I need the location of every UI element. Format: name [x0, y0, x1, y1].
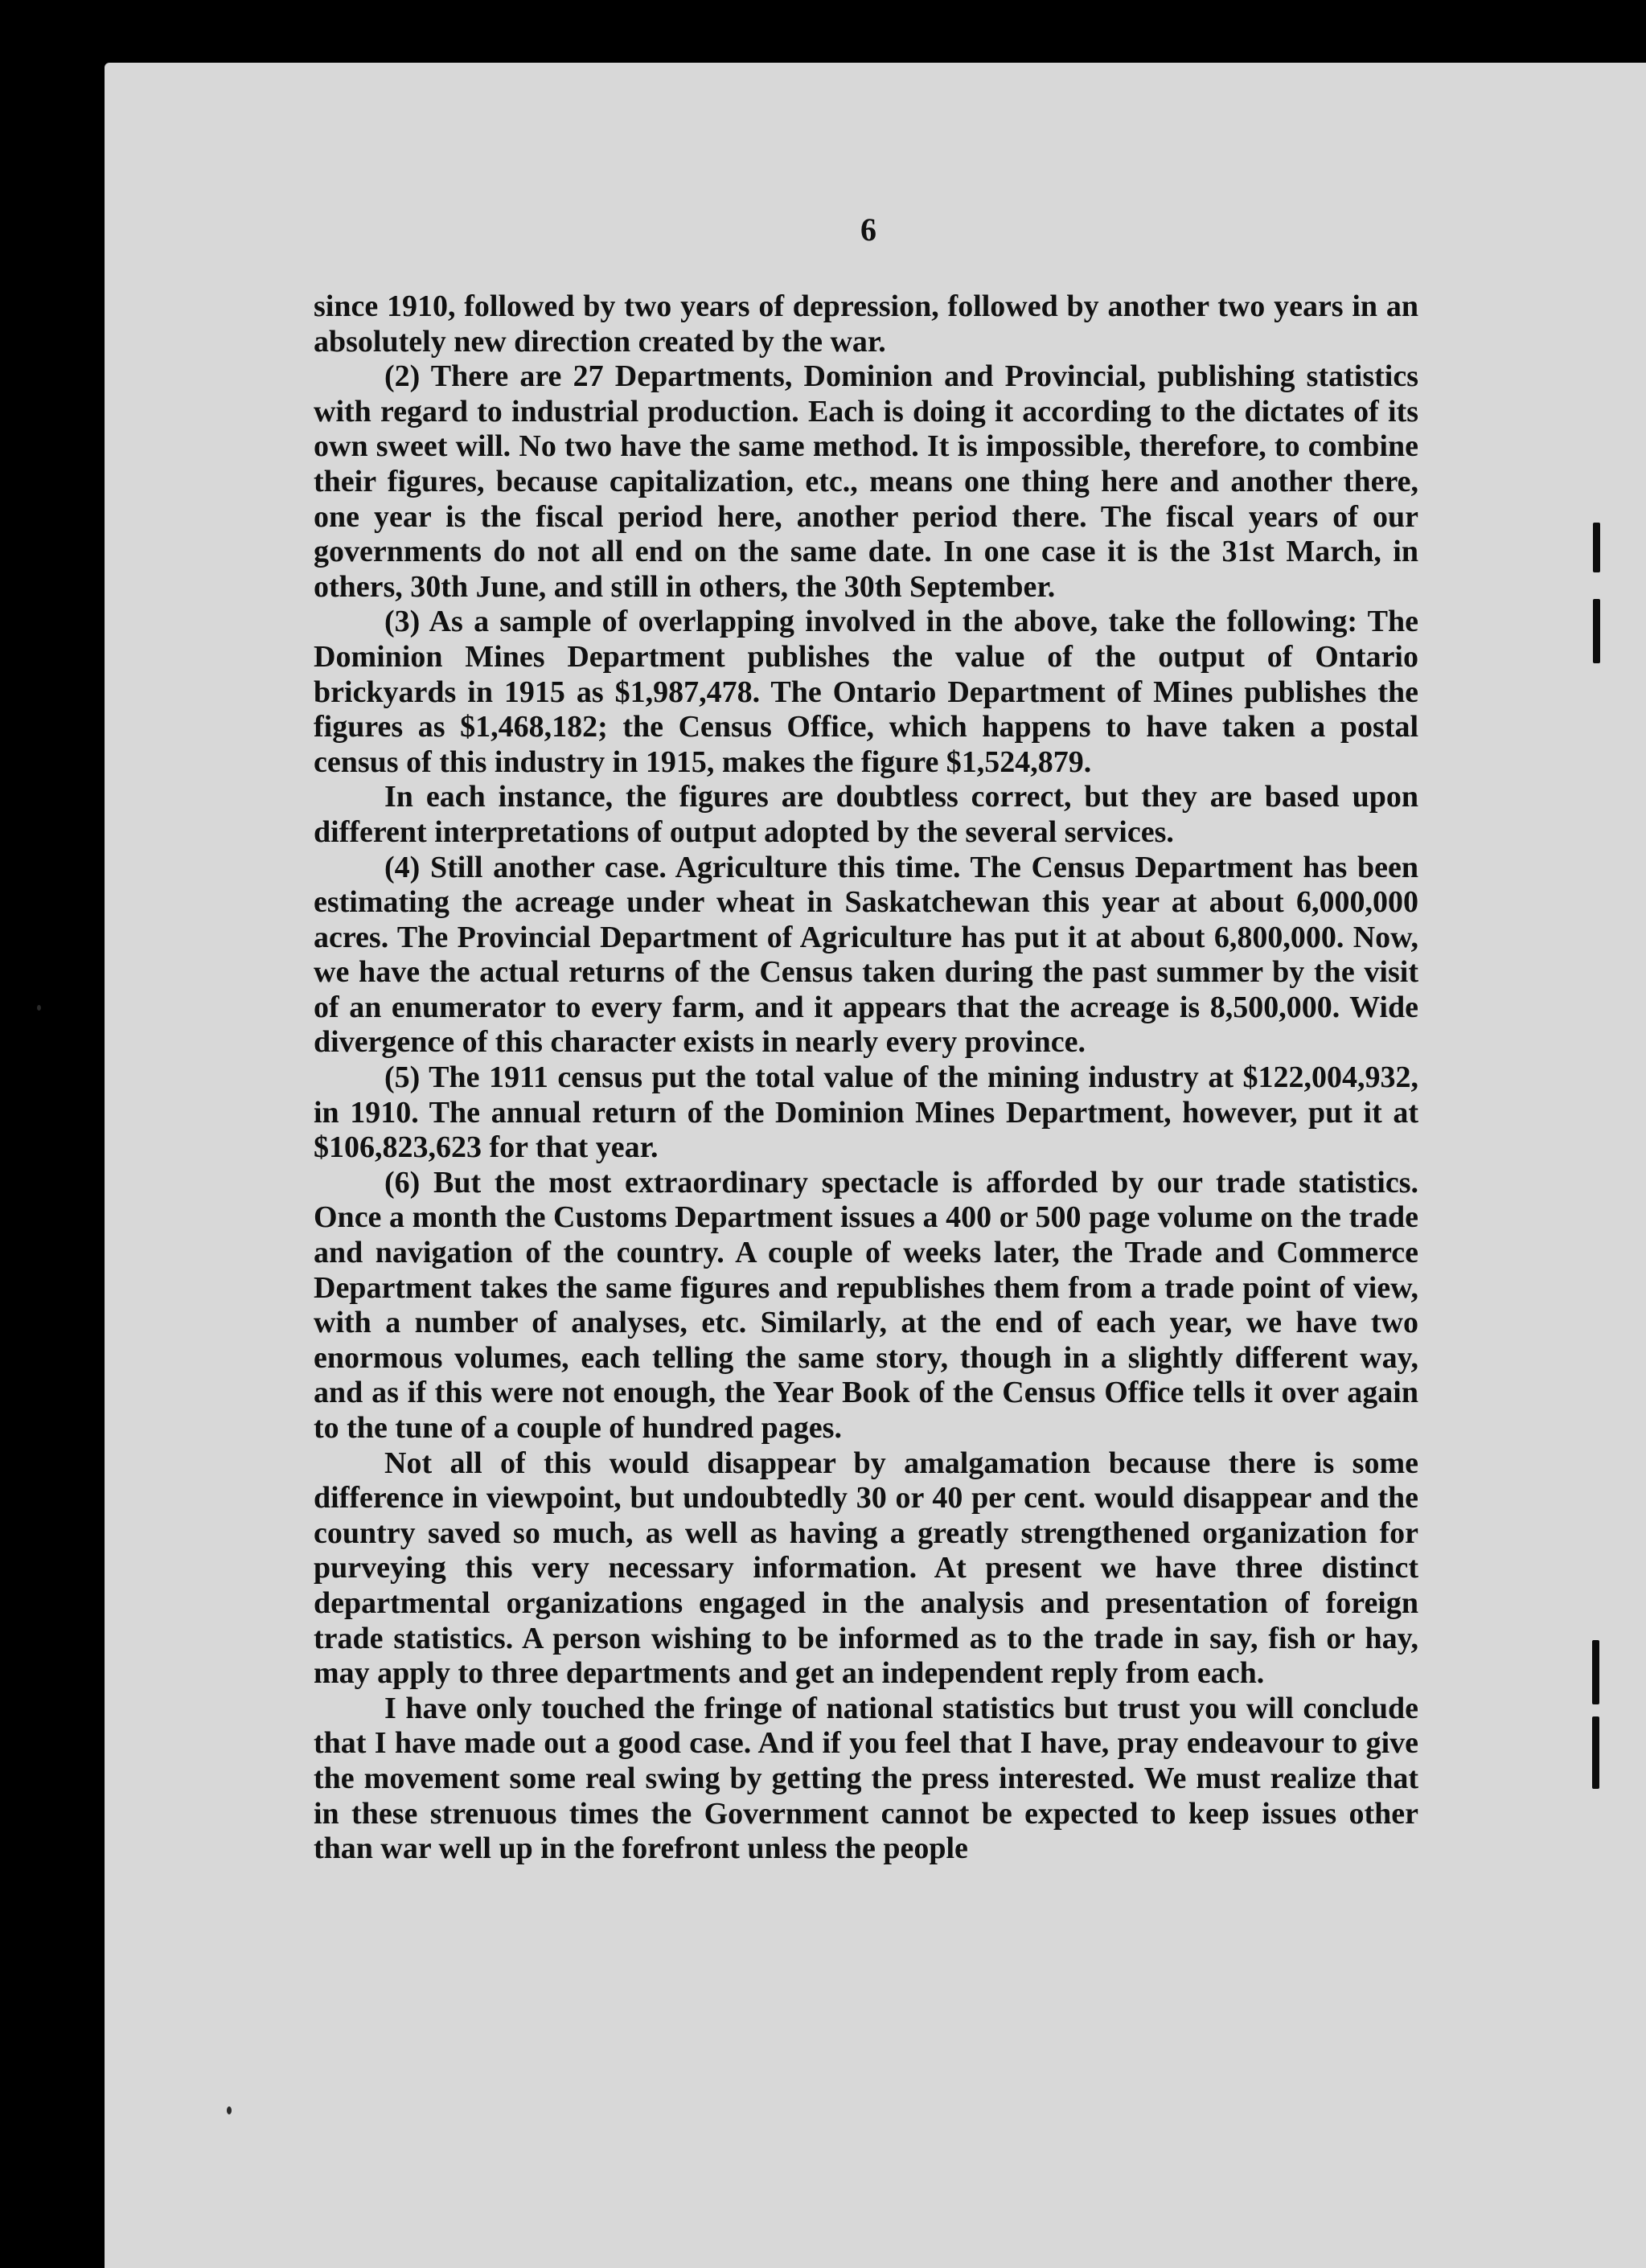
- margin-mark: [1592, 1640, 1599, 1704]
- paragraph-continuation: since 1910, followed by two years of depression, followed by another two years in an absolutely new direction created by the war.: [314, 289, 1418, 359]
- margin-mark: [1593, 599, 1600, 663]
- margin-mark: [1592, 1716, 1599, 1789]
- margin-mark: [1593, 523, 1600, 572]
- page-number: 6: [860, 211, 876, 248]
- paragraph-point-6: (6) But the most extraordinary spectacle is afforded by our trade statistics. Once a month the Customs Department issues a 400 or 500 page volume on the trade and navigation of the country. A couple of weeks later, the Trade and Commerce Department takes the same figures and republishes them from a trade point of view, with a number of analyses, etc. Similarly, at the end of each year, we have two enormous volumes, each telling the same story, though in a slightly different way, and as if this were not enough, the Year Book of the Census Office tells it over again to the tune of a couple of hundred pages.: [314, 1165, 1418, 1445]
- paragraph-amalgamation: Not all of this would disappear by amalgamation because there is some difference in viewpoint, but undoubtedly 30 or 40 per cent. would disappear and the country saved so much, as well as having a greatly strengthened organization for purveying this very necessary information. At present we have three distinct departmental organizations engaged in the analysis and presentation of foreign trade statistics. A person wishing to be informed as to the trade in say, fish or hay, may apply to three departments and get an independent reply from each.: [314, 1446, 1418, 1691]
- paragraph-point-2: (2) There are 27 Departments, Dominion and Provincial, publishing statistics with regard to industrial production. Each is doing it according to the dictates of its own sweet will. No two have the same method. It is impossible, therefore, to combine their figures, because capitalization, etc., means one thing here and another there, one year is the fiscal period here, another period there. The fiscal years of our governments do not all end on the same date. In one case it is the 31st March, in others, 30th June, and still in others, the 30th September.: [314, 359, 1418, 604]
- body-text: [314, 289, 1418, 1867]
- paragraph-point-5: (5) The 1911 census put the total value of the mining industry at $122,004,932, in 1910. The annual return of the Dominion Mines Department, however, put it at $106,823,623 for that year.: [314, 1060, 1418, 1165]
- paragraph-each-instance: In each instance, the figures are doubtless correct, but they are based upon different interpretations of output adopted by the several services.: [314, 780, 1418, 849]
- paragraph-conclusion: I have only touched the fringe of national statistics but trust you will conclude that I have made out a good case. And if you feel that I have, pray endeavour to give the movement some real swing by getting the press interested. We must realize that in these strenuous times the Government cannot be expected to keep issues other than war well up in the forefront unless the people: [314, 1691, 1418, 1866]
- scan-speck: [227, 2106, 232, 2114]
- scan-speck: [37, 1005, 41, 1011]
- paragraph-point-3: (3) As a sample of overlapping involved in the above, take the following: The Dominion Mines Department publishes the value of the output of Ontario brickyards in 1915 as $1,987,478. The Ontario Department of Mines publishes the figures as $1,468,182; the Census Office, which happens to have taken a postal census of this industry in 1915, makes the figure $1,524,879.: [314, 605, 1418, 779]
- paragraph-point-4: (4) Still another case. Agriculture this time. The Census Department has been estimating the acreage under wheat in Saskatchewan this year at about 6,000,000 acres. The Provincial Department of Agriculture has put it at about 6,800,000. Now, we have the actual returns of the Census taken during the past summer by the visit of an enumerator to every farm, and it appears that the acreage is 8,500,000. Wide divergence of this character exists in nearly every province.: [314, 850, 1418, 1060]
